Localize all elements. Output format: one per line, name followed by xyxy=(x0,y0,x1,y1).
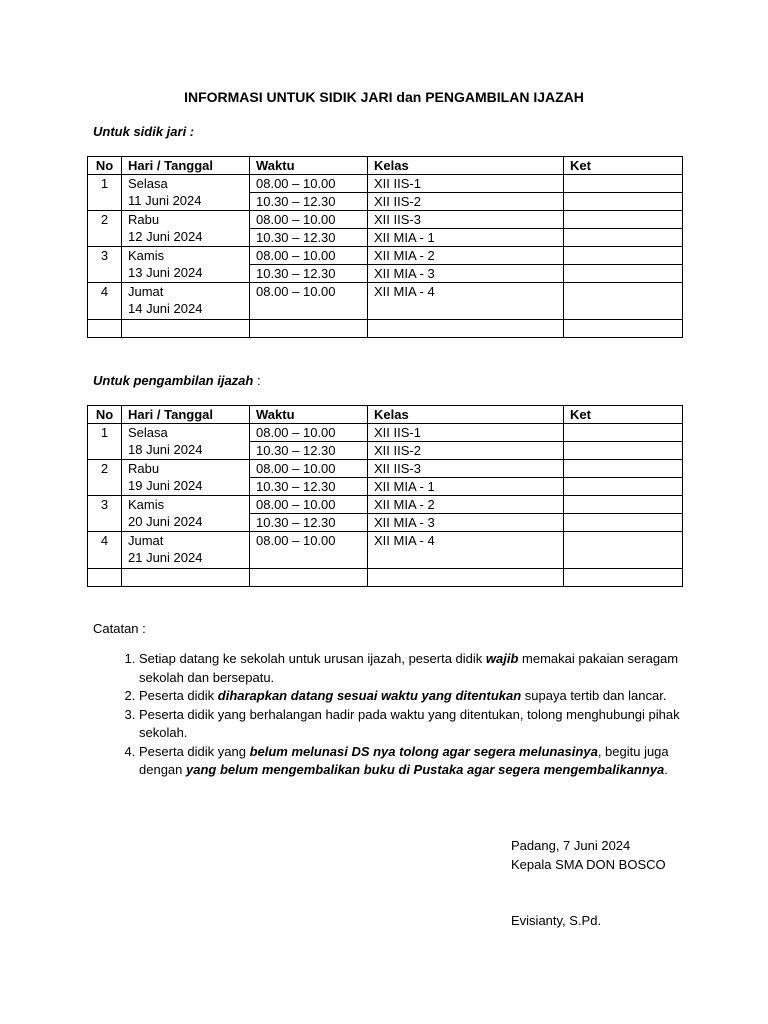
kelas-cell: XII MIA - 2 xyxy=(368,247,564,265)
row-number: 2 xyxy=(88,460,122,496)
header-hari-tanggal: Hari / Tanggal xyxy=(122,157,250,175)
time-cell: 08.00 – 10.00 xyxy=(250,460,368,478)
signature-name: Evisianty, S.Pd. xyxy=(511,913,602,928)
row-number: 3 xyxy=(88,496,122,532)
notes-list xyxy=(111,650,709,780)
day-date: 21 Juni 2024 xyxy=(128,550,203,565)
note-item xyxy=(139,706,709,743)
note-text: , begitu juga dengan xyxy=(139,743,669,777)
table-row xyxy=(88,247,683,265)
day-date: 20 Juni 2024 xyxy=(128,514,203,529)
kelas-cell: XII IIS-3 xyxy=(368,211,564,229)
ket-cell xyxy=(564,283,683,320)
ket-cell xyxy=(564,424,683,442)
header-waktu: Waktu xyxy=(250,406,368,424)
note-text: . xyxy=(664,762,668,777)
kelas-cell: XII IIS-3 xyxy=(368,460,564,478)
empty-row xyxy=(88,320,683,338)
header-no: No xyxy=(88,406,122,424)
day-date: 11 Juni 2024 xyxy=(128,193,202,208)
ket-cell xyxy=(564,478,683,496)
day-date-cell xyxy=(122,460,250,496)
document-title: INFORMASI UNTUK SIDIK JARI dan PENGAMBILAN IJAZAH xyxy=(184,89,584,105)
ket-cell xyxy=(564,532,683,569)
kelas-cell: XII MIA - 2 xyxy=(368,496,564,514)
day-date: 19 Juni 2024 xyxy=(128,478,203,493)
emphasis-italic: wajib xyxy=(485,651,519,666)
kelas-cell: XII MIA - 1 xyxy=(368,478,564,496)
empty-cell xyxy=(122,569,250,587)
time-cell: 08.00 – 10.00 xyxy=(250,532,368,569)
emphasis-text xyxy=(186,762,664,777)
empty-cell xyxy=(88,569,122,587)
day-name: Kamis xyxy=(128,497,165,512)
table-row xyxy=(88,283,683,320)
note-text: Peserta didik xyxy=(139,688,218,703)
note-text: Setiap datang ke sekolah untuk urusan ijazah, peserta didik xyxy=(139,651,486,666)
empty-cell xyxy=(250,569,368,587)
ket-cell xyxy=(564,514,683,532)
ket-cell xyxy=(564,211,683,229)
ket-cell xyxy=(564,442,683,460)
sidik-jari-table xyxy=(87,156,683,338)
section-heading-pengambilan-ijazah: Untuk pengambilan ijazah : xyxy=(93,373,261,388)
time-cell: 08.00 – 10.00 xyxy=(250,247,368,265)
day-date-cell xyxy=(122,175,250,211)
notes-title: Catatan : xyxy=(93,621,146,636)
kelas-cell: XII MIA - 4 xyxy=(368,283,564,320)
table-row xyxy=(88,424,683,442)
time-cell: 10.30 – 12.30 xyxy=(250,442,368,460)
empty-cell xyxy=(564,569,683,587)
pengambilan-ijazah-table xyxy=(87,405,683,587)
time-cell: 10.30 – 12.30 xyxy=(250,193,368,211)
ket-cell xyxy=(564,265,683,283)
header-ket: Ket xyxy=(564,157,683,175)
row-number: 2 xyxy=(88,211,122,247)
row-number: 3 xyxy=(88,247,122,283)
emphasis-text xyxy=(250,744,598,759)
emphasis-italic: diharapkan datang sesuai waktu yang ditentukan xyxy=(217,688,522,703)
day-date: 13 Juni 2024 xyxy=(128,265,203,280)
note-item xyxy=(139,650,709,687)
empty-cell xyxy=(88,320,122,338)
header-ket: Ket xyxy=(564,406,683,424)
header-kelas: Kelas xyxy=(368,157,564,175)
day-name: Selasa xyxy=(128,425,168,440)
note-text: supaya tertib dan lancar. xyxy=(521,688,667,703)
section-heading-sidik-jari: Untuk sidik jari : xyxy=(93,124,195,139)
kelas-cell: XII IIS-1 xyxy=(368,424,564,442)
ket-cell xyxy=(564,193,683,211)
time-cell: 08.00 – 10.00 xyxy=(250,424,368,442)
day-date-cell xyxy=(122,496,250,532)
time-cell: 08.00 – 10.00 xyxy=(250,175,368,193)
empty-cell xyxy=(250,320,368,338)
header-no: No xyxy=(88,157,122,175)
emphasis-text xyxy=(218,688,521,703)
day-date-cell xyxy=(122,211,250,247)
note-text: memakai pakaian seragam sekolah dan bersepatu. xyxy=(139,651,679,685)
day-date-cell xyxy=(122,247,250,283)
note-item xyxy=(139,687,709,706)
day-name: Selasa xyxy=(128,176,168,191)
header-waktu: Waktu xyxy=(250,157,368,175)
time-cell: 08.00 – 10.00 xyxy=(250,496,368,514)
time-cell: 10.30 – 12.30 xyxy=(250,478,368,496)
emphasis-italic: yang belum mengembalikan buku di Pustaka agar segera mengembalikannya xyxy=(186,762,665,777)
table-header-row xyxy=(88,157,683,175)
row-number: 4 xyxy=(88,283,122,320)
ket-cell xyxy=(564,229,683,247)
day-date: 14 Juni 2024 xyxy=(128,301,203,316)
table-row xyxy=(88,211,683,229)
time-cell: 10.30 – 12.30 xyxy=(250,514,368,532)
empty-cell xyxy=(368,320,564,338)
day-name: Jumat xyxy=(128,533,164,548)
kelas-cell: XII MIA - 4 xyxy=(368,532,564,569)
day-date-cell xyxy=(122,424,250,460)
table-row xyxy=(88,496,683,514)
ket-cell xyxy=(564,496,683,514)
day-name: Jumat xyxy=(128,284,164,299)
note-text: Peserta didik yang berhalangan hadir pada waktu yang ditentukan, tolong menghubungi pihak sekolah. xyxy=(139,706,680,740)
kelas-cell: XII IIS-1 xyxy=(368,175,564,193)
empty-cell xyxy=(368,569,564,587)
kelas-cell: XII IIS-2 xyxy=(368,193,564,211)
note-item xyxy=(139,743,709,780)
day-date-cell xyxy=(122,532,250,569)
day-name: Rabu xyxy=(128,461,160,476)
emphasis-italic: belum melunasi DS nya tolong agar segera melunasinya xyxy=(249,743,598,759)
header-kelas: Kelas xyxy=(368,406,564,424)
day-date: 18 Juni 2024 xyxy=(128,442,203,457)
table-header-row xyxy=(88,406,683,424)
row-number: 1 xyxy=(88,424,122,460)
time-cell: 08.00 – 10.00 xyxy=(250,283,368,320)
day-date-cell xyxy=(122,283,250,320)
empty-cell xyxy=(564,320,683,338)
day-name: Kamis xyxy=(128,248,165,263)
ket-cell xyxy=(564,247,683,265)
ket-cell xyxy=(564,460,683,478)
time-cell: 08.00 – 10.00 xyxy=(250,211,368,229)
signature-position: Kepala SMA DON BOSCO xyxy=(511,857,666,872)
row-number: 4 xyxy=(88,532,122,569)
table-row xyxy=(88,460,683,478)
signature-place-date: Padang, 7 Juni 2024 xyxy=(511,838,631,853)
kelas-cell: XII MIA - 3 xyxy=(368,265,564,283)
kelas-cell: XII IIS-2 xyxy=(368,442,564,460)
empty-row xyxy=(88,569,683,587)
day-name: Rabu xyxy=(128,212,160,227)
kelas-cell: XII MIA - 3 xyxy=(368,514,564,532)
table-row xyxy=(88,532,683,569)
time-cell: 10.30 – 12.30 xyxy=(250,265,368,283)
table-row xyxy=(88,175,683,193)
empty-cell xyxy=(122,320,250,338)
time-cell: 10.30 – 12.30 xyxy=(250,229,368,247)
row-number: 1 xyxy=(88,175,122,211)
note-text: Peserta didik yang xyxy=(139,743,250,759)
day-date: 12 Juni 2024 xyxy=(128,229,203,244)
emphasis-text xyxy=(486,651,519,666)
ket-cell xyxy=(564,175,683,193)
kelas-cell: XII MIA - 1 xyxy=(368,229,564,247)
header-hari-tanggal: Hari / Tanggal xyxy=(122,406,250,424)
